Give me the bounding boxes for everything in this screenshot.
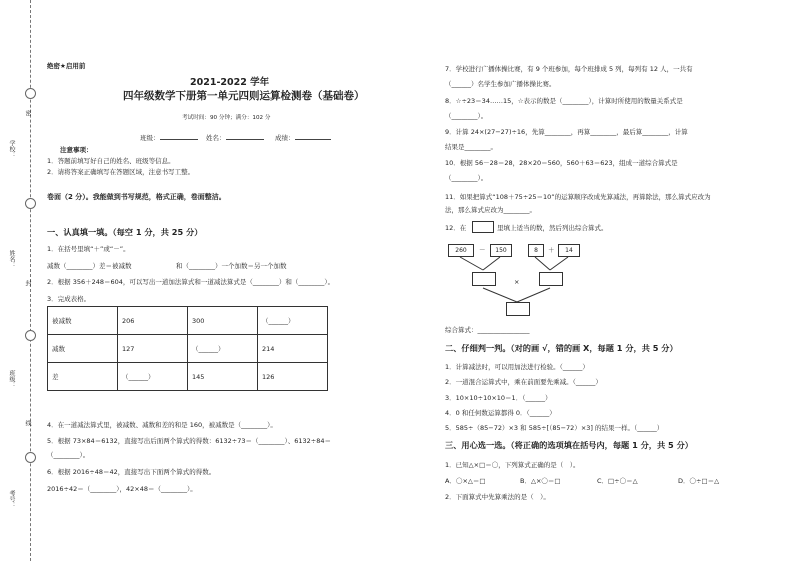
table-cell[interactable]: （______） [258, 307, 328, 335]
table-cell: 126 [258, 363, 328, 391]
diagram-number: 14 [558, 244, 580, 257]
diagram-number: 150 [490, 244, 512, 257]
page-title: 四年级数学下册第一单元四则运算检测卷（基础卷） [123, 90, 365, 102]
question-1a: 减数（________）差＝被减数 [47, 262, 132, 270]
table-row [48, 307, 328, 335]
table-cell[interactable]: （______） [188, 335, 258, 363]
answer-box-icon [472, 221, 494, 233]
table-cell: 206 [118, 307, 188, 335]
neatness-note: 卷面（2 分）。我能做到书写规范，格式正确，卷面整洁。 [47, 193, 226, 201]
score-field: 成绩： [275, 133, 331, 142]
table-cell: 127 [118, 335, 188, 363]
choice-option[interactable]: D．〇÷□＝△ [678, 477, 720, 485]
question-8: 8．☆÷23＝34……15，☆表示的数是（________），计算时所使用的数量关系式是 [445, 97, 683, 105]
question-11: 11．如果把算式“108＋75÷25＝10”的运算顺序改成先算减法，再算除法，那么算式应改为 [445, 193, 711, 201]
diagram-number: 260 [448, 244, 474, 257]
table-cell: 145 [188, 363, 258, 391]
margin-label: 考号： [8, 490, 15, 508]
table-row [48, 335, 328, 363]
margin-label: 班级： [8, 370, 15, 388]
question-9-cont: 结果是________。 [445, 143, 497, 151]
binding-hole [25, 330, 36, 341]
secret-label: 绝密★启用前 [47, 62, 86, 70]
judge-item: 1．计算减法时，可以用加法进行检验。（______） [445, 363, 589, 371]
margin-mark: 密 [24, 110, 31, 116]
table-cell: 差 [48, 363, 118, 391]
diagram-blank-box[interactable] [472, 272, 496, 286]
choice-question: 2．下面算式中先算乘法的是（ ）。 [445, 493, 550, 501]
question-7: 7．学校进行广播体操比赛，有 9 个班参加，每个班排成 5 列，每列有 12 人，一共有 [445, 65, 693, 73]
margin-mark: 线 [24, 420, 31, 426]
judge-item: 3．10×10÷10×10＝1．（______） [445, 394, 552, 402]
question-10-cont: （________）。 [445, 174, 488, 182]
diagram-operator: － [479, 246, 486, 254]
fill-table [47, 306, 328, 391]
diagram-number: 8 [528, 244, 544, 257]
question-12: 12．在 [445, 224, 467, 232]
question-9: 9．计算 24×(27−27)÷16，先算________，再算________，最后算________，计算 [445, 128, 688, 136]
table-cell: 300 [188, 307, 258, 335]
section2-title: 二、仔细判一判。（对的画 √，错的画 X，每题 1 分，共 5 分） [445, 343, 678, 353]
binding-hole [25, 198, 36, 209]
judge-item: 2．一道混合运算式中，乘在前面要先乘减。（______） [445, 378, 602, 386]
question-10: 10．根据 56－28＝28，28×20＝560，560＋63＝623，组成一道综合算式是 [445, 159, 678, 167]
question-11-cont: 法，那么算式应改为________。 [445, 206, 536, 214]
choice-option[interactable]: B．△×〇＝□ [520, 477, 561, 485]
combined-formula: 综合算式：________________ [445, 326, 530, 334]
diagram-operator: ＋ [548, 246, 555, 254]
question-1: 1．在括号里填“＋”或“－”。 [47, 245, 130, 253]
note-item: 1．答题前填写好自己的姓名、班级等信息。 [47, 157, 175, 165]
question-5: 5．根据 73×84＝6132，直接写出后面两个算式的得数：6132÷73＝（________）、6132÷84＝ [47, 437, 332, 445]
question-2: 2．根据 356＋248＝604，可以写出一道加法算式和一道减法算式是（________）和（________）。 [47, 278, 335, 286]
exam-info: 考试时间：90 分钟；满分：102 分 [182, 115, 271, 121]
section1-title: 一、认真填一填。（每空 1 分，共 25 分） [47, 227, 203, 237]
question-8-cont: （________）。 [445, 112, 488, 120]
question-6: 6．根据 2016÷48＝42，直接写出下面两个算式的得数。 [47, 468, 216, 476]
diagram-blank-box[interactable] [506, 302, 530, 316]
question-4: 4．在一道减法算式里，被减数、减数和差的和是 160，被减数是（________）。 [47, 421, 277, 429]
class-field: 班级： [140, 133, 198, 142]
question-5-cont: （________）。 [47, 451, 90, 459]
judge-item: 4．0 和任何数运算都得 0．（______） [445, 409, 556, 417]
school-year: 2021-2022 学年 [190, 77, 270, 88]
table-row [48, 363, 328, 391]
choice-option[interactable]: C．□÷〇＝△ [597, 477, 638, 485]
diagram-blank-box[interactable] [539, 272, 563, 286]
table-cell: 214 [258, 335, 328, 363]
note-item: 2．请将答案正确填写在答题区域，注意书写工整。 [47, 168, 195, 176]
margin-label: 学校： [8, 140, 15, 158]
binding-hole [25, 88, 36, 99]
judge-item: 5．585÷（85−72）×3 和 585÷[（85−72）×3] 的结果一样。（______） [445, 424, 664, 432]
margin-label: 姓名： [8, 250, 15, 268]
question-12-text: 里填上适当的数，然后列出综合算式。 [497, 224, 608, 232]
choice-question: 1．已知△×□＝〇，下列算式正确的是（ ）。 [445, 461, 580, 469]
question-3: 3．完成表格。 [47, 295, 91, 303]
name-field: 姓名： [206, 133, 264, 142]
table-cell[interactable]: （______） [118, 363, 188, 391]
notes-heading: 注意事项： [60, 146, 93, 154]
section3-title: 三、用心选一选。（将正确的选项填在括号内，每题 1 分，共 5 分） [445, 440, 693, 450]
diagram-operator: × [514, 278, 520, 286]
choice-option[interactable]: A．〇×△＝□ [445, 477, 486, 485]
table-cell: 被减数 [48, 307, 118, 335]
question-6-cont: 2016÷42＝（________），42×48＝（________）。 [47, 485, 197, 493]
question-1b: 和（________）一个加数＝另一个加数 [176, 262, 287, 270]
question-7-cont: （______）名学生参加广播体操比赛。 [445, 80, 556, 88]
binding-hole [25, 452, 36, 463]
margin-mark: 封 [24, 280, 31, 286]
table-cell: 减数 [48, 335, 118, 363]
